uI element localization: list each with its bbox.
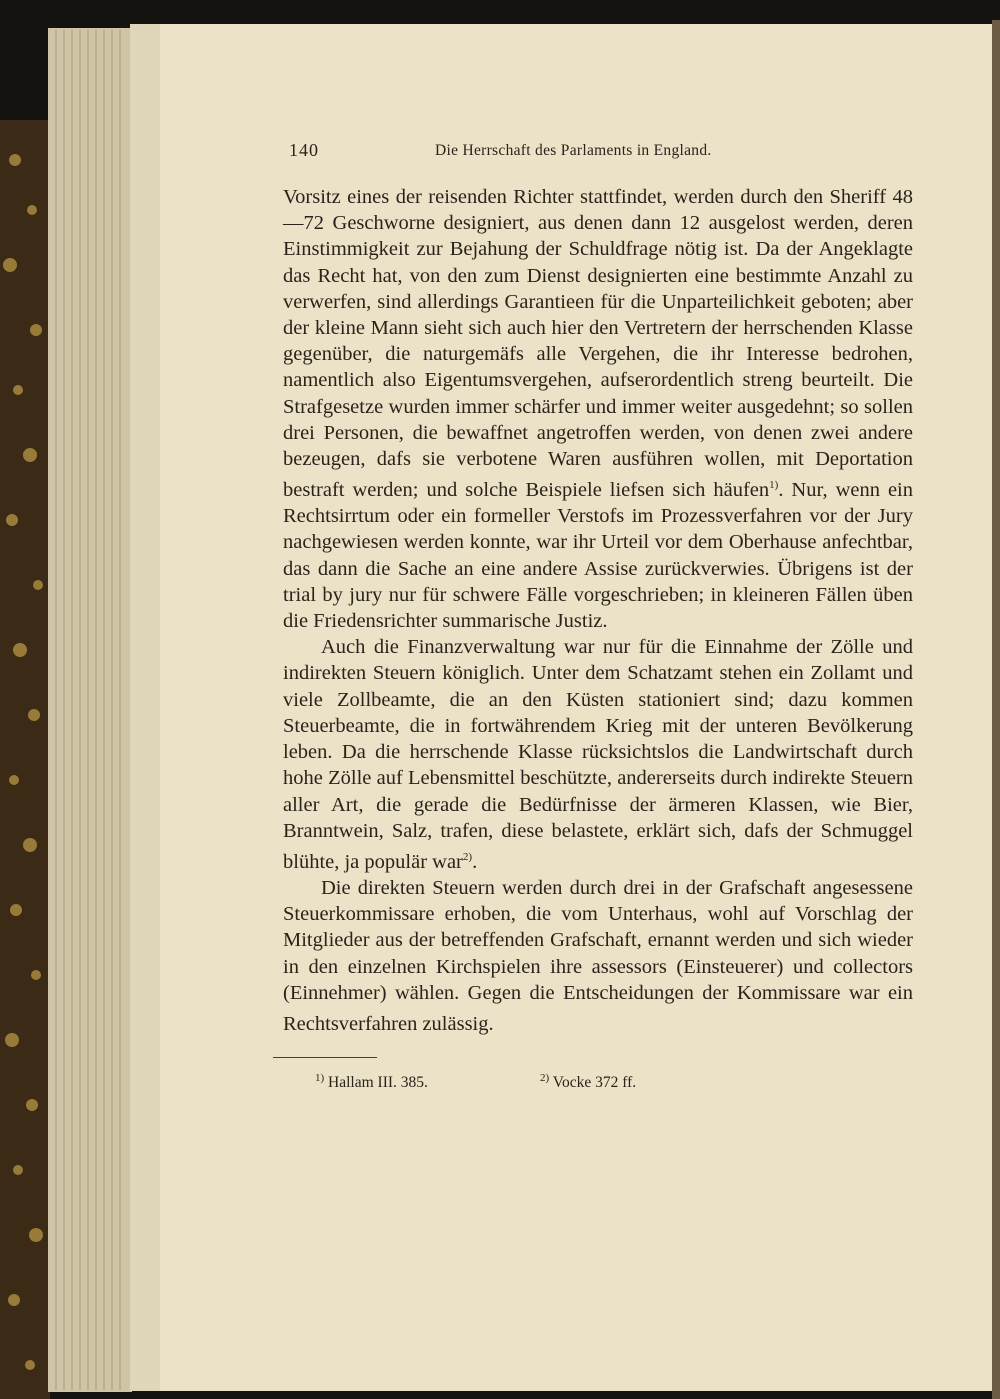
- footnote-rule: [273, 1057, 377, 1058]
- page-content: [283, 140, 913, 1096]
- page-number: 140: [289, 140, 319, 160]
- footnotes: [283, 1072, 913, 1096]
- footnote-ref: 1): [769, 479, 779, 492]
- marbled-cover-edge: [0, 120, 50, 1399]
- paragraph: Auch die Finanzverwaltung war nur für die Einnahme der Zölle und indirekten Steuern königlich. Unter dem Schatzamt stehen ein Zollamt und viele Zollbeamte, die an den Küsten stationiert sind; dazu kommen Steuerbeamte, die in fortwährendem Krieg mit der unteren Bevölkerung leben. Da die herrschende Klasse rücksichtslos die Landwirtschaft durch hohe Zölle auf Lebensmittel beschützte, andererseits durch indirekte Steuern aller Art, die gerade die Bedürfnisse der ärmeren Klassen, wie Bier, Branntwein, Salz, trafen, diese belastete, erklärt sich, dafs der Schmuggel blühte, ja populär war$^{2)}$.: [283, 636, 913, 873]
- paragraph: Vorsitz eines der reisenden Richter stattfindet, werden durch den Sheriff 48—72 Geschworne designiert, aus denen dann 12 ausgelost werden, deren Einstimmigkeit zur Bejahung der Schuldfrage nötig ist. Da der Angeklagte das Recht hat, von den zum Dienst designierten eine bestimmte Anzahl zu verwerfen, sind allerdings Garantieen für die Unparteilichkeit geboten; aber der kleine Mann sieht sich auch hier den Vertretern der herrschenden Klasse gegenüber, die naturgemäfs alle Vergehen, die ihr Interesse bedrohen, namentlich also Eigentumsvergehen, aufserordentlich streng beurteilt. Die Strafgesetze wurden immer schärfer und immer weiter ausgedehnt; so sollen drei Personen, die bewaffnet angetroffen werden, von denen zwei andere bezeugen, dafs sie verbotene Waren ausführen wollen, mit Deportation bestraft werden; und solche Beispiele liefsen sich häufen$^{1)}$. Nur, wenn ein Rechtsirrtum oder ein formeller Verstofs im Prozessverfahren vor der Jury nachgewiesen werden konnte, war ihr Urteil vor dem Oberhause anfechtbar, das dann die Sache an eine andere Assise zurückverwies. Übrigens ist der trial by jury nur für schwere Fälle vorgeschrieben; in kleineren Fällen üben die Friedensrichter summarische Justiz.: [283, 186, 914, 633]
- footnote: $^{1)}$ Hallam III. 385.: [315, 1071, 428, 1092]
- page-edges: [48, 28, 132, 1392]
- running-head: [283, 140, 913, 168]
- paragraph: Die direkten Steuern werden durch drei in der Grafschaft angesessene Steuerkommissare erhoben, die vom Unterhaus, wohl auf Vorschlag der Mitglieder aus der betreffenden Grafschaft, ernannt werden und sich wieder in den einzelnen Kirchspielen ihre assessors (Einsteuerer) und collectors (Einnehmer) wählen. Gegen die Entscheidungen der Kommissare war ein Rechtsverfahren zulässig.: [283, 876, 913, 1035]
- footnote-ref: 2): [462, 850, 473, 863]
- running-title: Die Herrschaft des Parlaments in England.: [435, 142, 712, 159]
- footnote: $^{2)}$ Vocke 372 ff.: [540, 1071, 637, 1092]
- body-text: [283, 184, 913, 1037]
